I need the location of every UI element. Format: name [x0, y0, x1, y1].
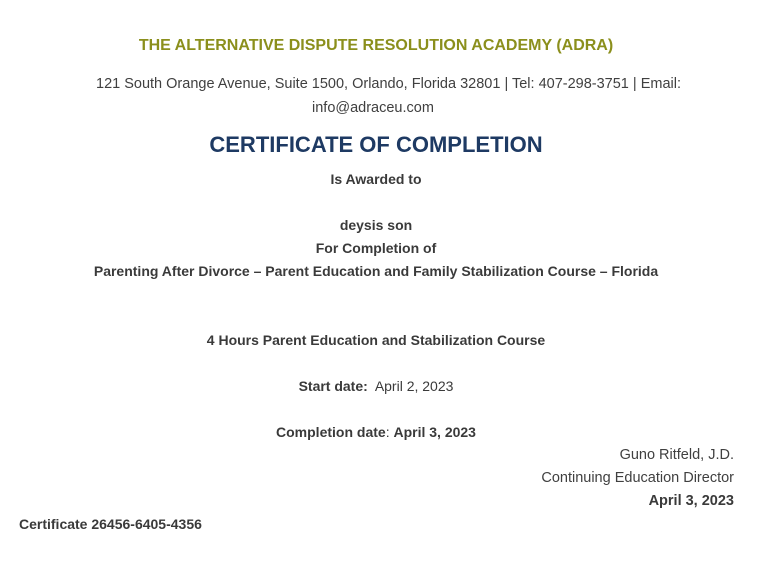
- certificate-number: Certificate 26456-6405-4356: [19, 516, 202, 532]
- for-completion-label: For Completion of: [315, 240, 437, 256]
- completion-date-value: April 3, 2023: [393, 424, 476, 440]
- start-date: [0, 378, 752, 394]
- completion-date-separator: :: [385, 424, 390, 440]
- address-line-2: info@adraceu.com: [312, 100, 434, 116]
- course-hours: 4 Hours Parent Education and Stabilization Course: [206, 332, 546, 348]
- completion-date: [0, 424, 752, 440]
- signatory-role: Continuing Education Director: [541, 470, 734, 486]
- start-date-value: April 2, 2023: [374, 378, 454, 394]
- awarded-to-label: Is Awarded to: [330, 171, 422, 187]
- completion-date-label: Completion date: [276, 424, 386, 440]
- certificate-title: CERTIFICATE OF COMPLETION: [209, 132, 543, 157]
- address-line-1: 121 South Orange Avenue, Suite 1500, Orlando, Florida 32801 | Tel: 407-298-3751 | Email:: [96, 76, 681, 92]
- course-name: Parenting After Divorce – Parent Education and Family Stabilization Course – Florida: [93, 263, 659, 279]
- start-date-label: Start date:: [298, 378, 368, 394]
- recipient-name: deysis son: [339, 217, 413, 233]
- signatory-name: Guno Ritfeld, J.D.: [619, 447, 734, 463]
- signature-date: April 3, 2023: [648, 493, 734, 509]
- organization-name: THE ALTERNATIVE DISPUTE RESOLUTION ACADEMY (ADRA): [138, 37, 614, 54]
